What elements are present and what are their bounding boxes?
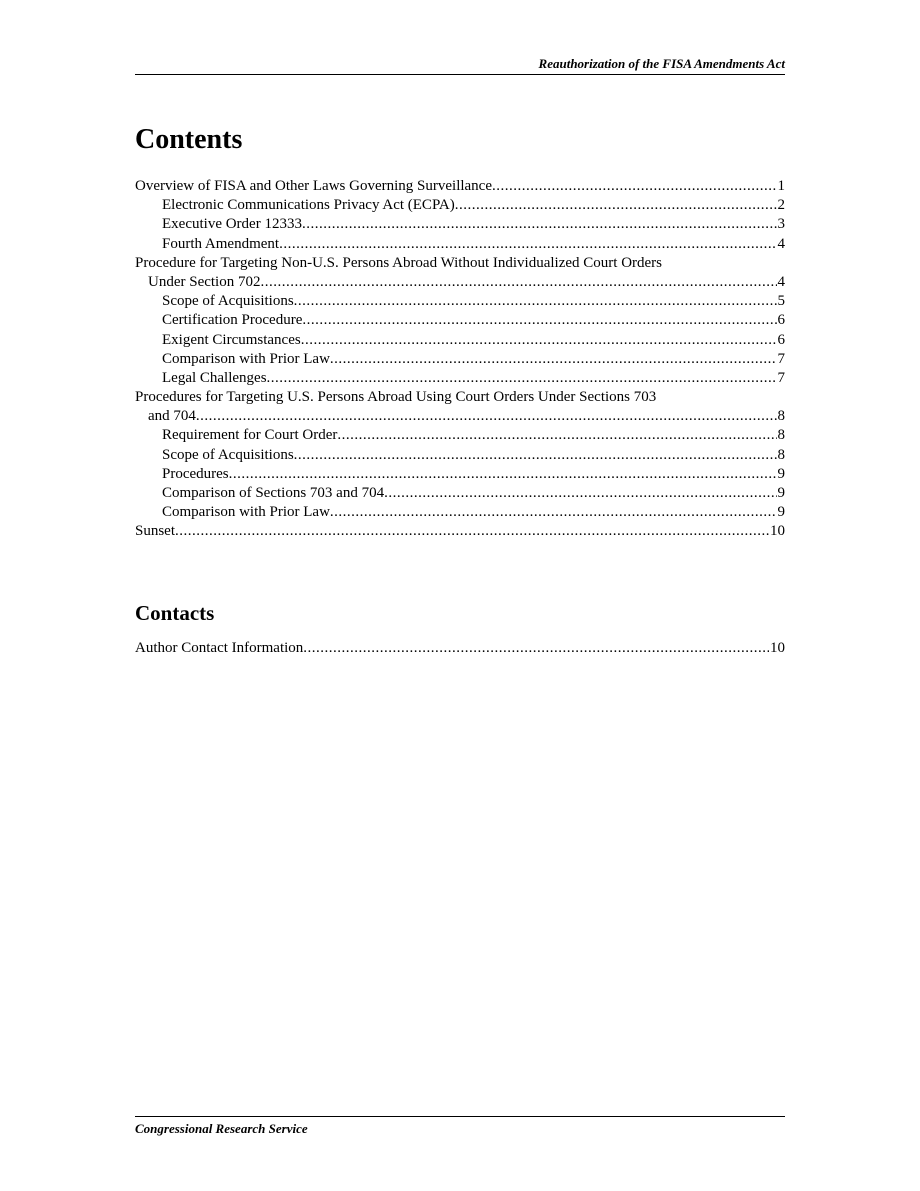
toc-page-number: 2 [777, 197, 785, 214]
toc-page-number: 10 [770, 523, 785, 540]
toc-page-number: 9 [777, 504, 785, 521]
toc-entry-comparison-703[interactable] [135, 503, 785, 522]
dot-leader [330, 350, 777, 369]
toc-entry-certification[interactable] [135, 311, 785, 330]
contacts-list [135, 639, 785, 658]
dot-leader [196, 407, 777, 426]
toc-page-number: 9 [777, 485, 785, 501]
toc-entry-label-continued: Under Section 702 [148, 273, 261, 290]
toc-entry-label-continued: and 704 [148, 408, 196, 425]
toc-entry-label: Procedures [162, 465, 229, 482]
toc-page-number: 4 [777, 235, 785, 252]
dot-leader [260, 273, 776, 292]
toc-entry-court-order[interactable] [135, 426, 785, 445]
toc-entry-label: Fourth Amendment [162, 235, 280, 252]
toc-entry-eo-12333[interactable] [135, 215, 785, 234]
dot-leader [294, 292, 777, 311]
dot-leader [301, 331, 777, 350]
dot-leader [294, 446, 777, 465]
toc-entry-label: Procedures for Targeting U.S. Persons Abroad Using Court Orders Under Sections 703 [135, 389, 657, 406]
toc-entry-section-702[interactable] [135, 254, 785, 292]
dot-leader [384, 484, 776, 503]
contacts-heading: Contacts [135, 601, 215, 625]
toc-entry-label: Comparison with Prior Law [162, 350, 330, 367]
toc-entry-label: Scope of Acquisitions [162, 293, 294, 310]
dot-leader [302, 311, 776, 330]
toc-entry-scope-702[interactable] [135, 292, 785, 311]
toc-entry-label: Scope of Acquisitions [162, 446, 294, 463]
toc-entry-label: Exigent Circumstances [162, 331, 301, 348]
toc-page-number: 8 [777, 427, 785, 444]
toc-entry-ecpa[interactable] [135, 196, 785, 215]
toc-entry-label: Author Contact Information [135, 640, 304, 656]
toc-page-number: 8 [777, 408, 785, 425]
toc-entry-legal-challenges[interactable] [135, 369, 785, 388]
toc-page-number: 8 [777, 446, 785, 463]
toc-entry-exigent[interactable] [135, 331, 785, 350]
toc-page-number: 9 [777, 465, 785, 482]
dot-leader [267, 369, 777, 388]
header-rule [135, 74, 785, 75]
toc-entry-label: Certification Procedure [162, 312, 303, 329]
toc-page-number: 4 [777, 273, 785, 290]
toc-page-number: 3 [777, 216, 785, 233]
dot-leader [330, 503, 777, 522]
dot-leader [492, 177, 777, 196]
toc-page-number: 7 [777, 350, 785, 367]
toc-entry-procedures[interactable] [135, 465, 785, 484]
contents-heading: Contents [135, 124, 243, 155]
toc-page-number: 10 [770, 640, 785, 656]
toc-page-number: 6 [777, 312, 785, 329]
toc-entry-label: Requirement for Court Order [162, 427, 338, 444]
toc-entry-author-contact[interactable] [135, 639, 785, 658]
running-title: Reauthorization of the FISA Amendments Act [538, 56, 785, 71]
toc-entry-label: Procedure for Targeting Non-U.S. Persons Abroad Without Individualized Court Orders [135, 254, 663, 271]
toc-entry-sunset[interactable] [135, 522, 785, 541]
toc-page-number: 5 [777, 293, 785, 310]
toc-entry-comparison-sections[interactable] [135, 484, 785, 503]
toc-entry-label: Comparison with Prior Law [162, 504, 330, 521]
toc-entry-label: Comparison of Sections 703 and 704 [162, 485, 385, 501]
toc-entry-overview[interactable] [135, 177, 785, 196]
toc-entry-scope-703[interactable] [135, 446, 785, 465]
toc-page-number: 1 [777, 178, 785, 194]
dot-leader [302, 215, 777, 234]
toc-entry-label: Electronic Communications Privacy Act (ECPA) [162, 197, 455, 214]
toc-page-number: 6 [777, 331, 785, 348]
footer-text: Congressional Research Service [135, 1121, 308, 1136]
dot-leader [303, 639, 769, 658]
toc-page-number: 7 [777, 369, 785, 386]
dot-leader [175, 522, 769, 541]
running-header [135, 56, 785, 75]
toc-entry-sections-703-704[interactable] [135, 388, 785, 426]
toc-entry-comparison-702[interactable] [135, 350, 785, 369]
dot-leader [337, 426, 776, 445]
running-footer [135, 1116, 785, 1137]
toc-entry-label: Sunset [135, 523, 176, 540]
dot-leader [279, 235, 776, 254]
dot-leader [455, 196, 777, 215]
toc-entry-fourth-amendment[interactable] [135, 235, 785, 254]
table-of-contents [135, 177, 785, 542]
footer-rule [135, 1116, 785, 1117]
toc-entry-label: Executive Order 12333 [162, 216, 302, 233]
dot-leader [229, 465, 777, 484]
toc-entry-label: Legal Challenges [162, 369, 267, 386]
toc-entry-label: Overview of FISA and Other Laws Governing Surveillance [135, 178, 492, 194]
